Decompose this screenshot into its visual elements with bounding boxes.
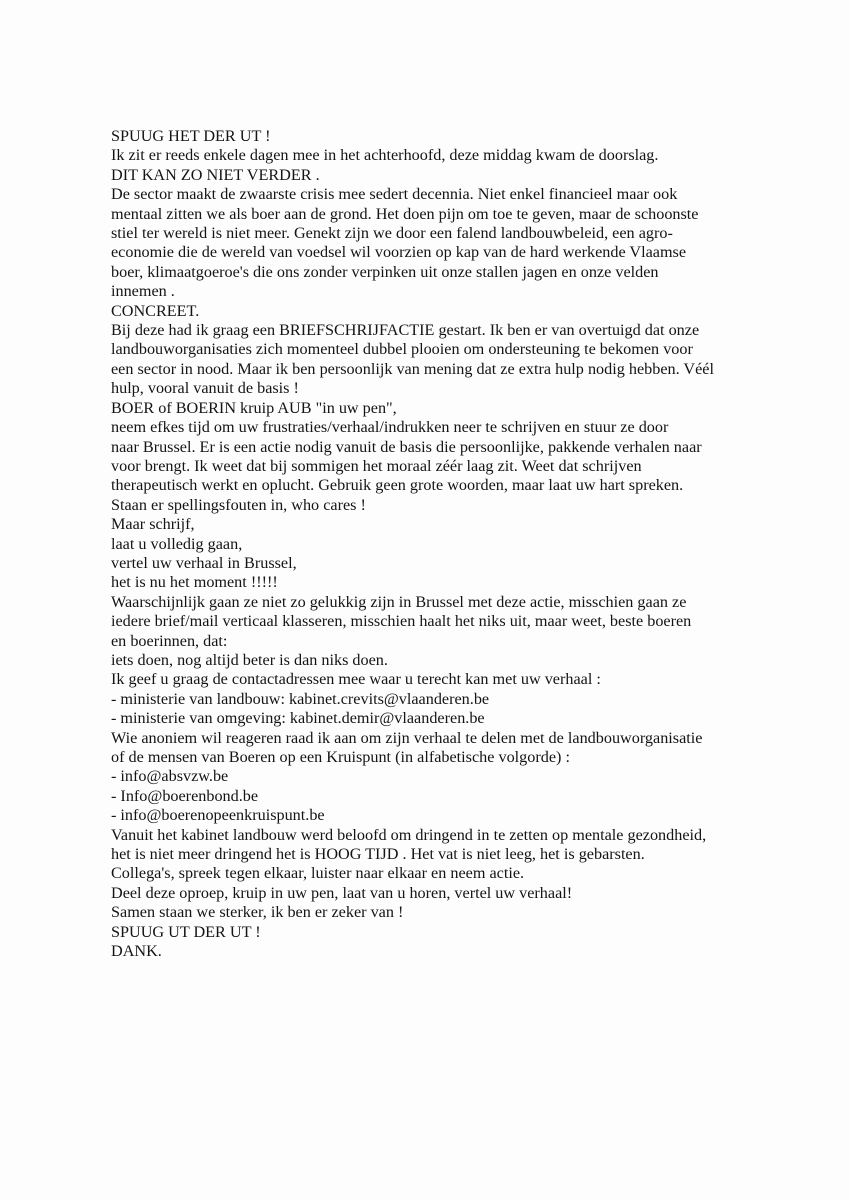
letter-line: Maar schrijf,	[111, 515, 195, 534]
letter-line: economie die de wereld van voedsel wil voorzien op kap van de hard werkende Vlaamse	[111, 243, 687, 262]
letter-line: Samen staan we sterker, ik ben er zeker van !	[111, 903, 404, 922]
contact-address-kruispunt: - info@boerenopeenkruispunt.be	[111, 806, 325, 825]
letter-line: landbouworganisaties zich momenteel dubbel plooien om ondersteuning te bekomen voor	[111, 340, 693, 359]
letter-line: voor brengt. Ik weet dat bij sommigen het moraal zéér laag zit. Weet dat schrijven	[111, 456, 642, 475]
letter-line: Wie anoniem wil reageren raad ik aan om zijn verhaal te delen met de landbouworganisatie	[111, 728, 703, 747]
letter-line: stiel ter wereld is niet meer. Genekt zijn we door een falend landbouwbeleid, een agro-	[111, 224, 673, 243]
letter-line: Staan er spellingsfouten in, who cares !	[111, 495, 366, 514]
letter-line: het is nu het moment !!!!!	[111, 573, 278, 592]
contact-address-omgeving: - ministerie van omgeving: kabinet.demir@vlaanderen.be	[111, 709, 485, 728]
letter-line: boer, klimaatgoeroe's die ons zonder verpinken uit onze stallen jagen en onze velden	[111, 262, 659, 281]
letter-line: neem efkes tijd om uw frustraties/verhaal/indrukken neer te schrijven en stuur ze door	[111, 418, 669, 437]
letter-line: De sector maakt de zwaarste crisis mee sedert decennia. Niet enkel financieel maar ook	[111, 185, 678, 204]
letter-body	[111, 127, 751, 961]
letter-line: Ik zit er reeds enkele dagen mee in het achterhoofd, deze middag kwam de doorslag.	[111, 146, 659, 165]
letter-line: vertel uw verhaal in Brussel,	[111, 553, 297, 572]
letter-line: mentaal zitten we als boer aan de grond. Het doen pijn om toe te geven, maar de schoonste	[111, 204, 699, 223]
letter-line: Vanuit het kabinet landbouw werd beloofd om dringend in te zetten op mentale gezondheid,	[111, 825, 707, 844]
contact-address-landbouw: - ministerie van landbouw: kabinet.crevits@vlaanderen.be	[111, 689, 490, 708]
letter-line: iedere brief/mail verticaal klasseren, misschien haalt het niks uit, maar weet, beste boeren	[111, 612, 692, 631]
contact-address-boerenbond: - Info@boerenbond.be	[111, 786, 259, 805]
letter-line: BOER of BOERIN kruip AUB "in uw pen",	[111, 398, 397, 417]
letter-heading: SPUUG HET DER UT !	[111, 127, 271, 145]
contact-address-absvzw: - info@absvzw.be	[111, 767, 229, 786]
letter-line: laat u volledig gaan,	[111, 534, 243, 553]
letter-line: het is niet meer dringend het is HOOG TIJD . Het vat is niet leeg, het is gebarsten.	[111, 845, 645, 864]
letter-line: Ik geef u graag de contactadressen mee waar u terecht kan met uw verhaal :	[111, 670, 601, 689]
letter-line: Deel deze oproep, kruip in uw pen, laat van u horen, vertel uw verhaal!	[111, 883, 573, 902]
letter-line: DIT KAN ZO NIET VERDER .	[111, 165, 320, 184]
letter-line: en boerinnen, dat:	[111, 631, 228, 650]
letter-line: therapeutisch werkt en oplucht. Gebruik geen grote woorden, maar laat uw hart spreken.	[111, 476, 684, 495]
letter-line: hulp, vooral vanuit de basis !	[111, 379, 299, 398]
letter-line: naar Brussel. Er is een actie nodig vanuit de basis die persoonlijke, pakkende verhalen naar	[111, 437, 702, 456]
letter-line: innemen .	[111, 282, 175, 301]
letter-line: Waarschijnlijk gaan ze niet zo gelukkig zijn in Brussel met deze actie, misschien gaan ze	[111, 592, 687, 611]
letter-line: CONCREET.	[111, 301, 200, 320]
letter-closing-slogan: SPUUG UT DER UT !	[111, 922, 261, 941]
letter-line: Collega's, spreek tegen elkaar, luister naar elkaar en neem actie.	[111, 864, 525, 883]
letter-line: Bij deze had ik graag een BRIEFSCHRIJFACTIE gestart. Ik ben er van overtuigd dat onze	[111, 321, 700, 340]
letter-line: iets doen, nog altijd beter is dan niks doen.	[111, 650, 388, 669]
letter-line: een sector in nood. Maar ik ben persoonlijk van mening dat ze extra hulp nodig hebben. Véél	[111, 359, 714, 378]
letter-signoff: DANK.	[111, 942, 162, 961]
letter-line: of de mensen van Boeren op een Kruispunt (in alfabetische volgorde) :	[111, 748, 570, 766]
